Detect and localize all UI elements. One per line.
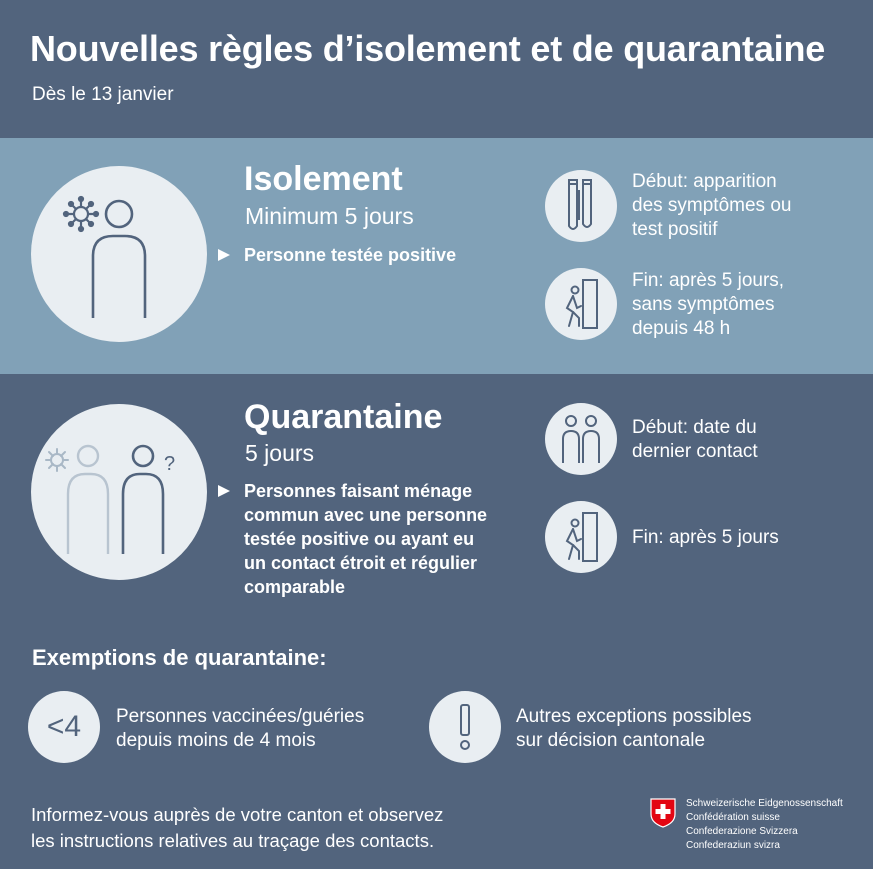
test-tube-circle — [545, 170, 617, 242]
footer-note: Informez-vous auprès de votre canton et observez les instructions relatives au traçage des contacts. — [31, 804, 444, 851]
exemptions-title: Exemptions de quarantaine: — [32, 645, 327, 670]
person-icon — [93, 201, 145, 318]
exit-door-icon — [545, 501, 617, 573]
test-tube-icon — [545, 170, 617, 242]
less-than-four-icon: <4 — [46, 710, 82, 743]
swiss-federation-logo — [650, 798, 676, 828]
exit-door-icon — [545, 268, 617, 340]
federation-names: Schweizerische Eidgenossenschaft Confédération suisse Confederazione Svizzera Confederaziun svizra — [686, 798, 843, 851]
two-persons-circle — [545, 403, 617, 475]
question-mark-icon: ? — [164, 453, 176, 475]
quarantaine-bullet: Personnes faisant ménage commun avec une personne testée positive ou ayant eu un contact étroit et régulier comparable — [244, 481, 488, 597]
person-with-virus-icon — [31, 166, 207, 342]
isolement-title: Isolement — [244, 160, 403, 198]
exemption-cantonal: Autres exceptions possibles sur décision cantonale — [516, 706, 752, 751]
bullet-arrow-icon — [218, 485, 230, 497]
page-title: Nouvelles règles d’isolement et de quarantaine — [30, 28, 826, 69]
less-than-four-circle — [28, 691, 100, 763]
two-persons-icon — [545, 403, 617, 475]
exclamation-circle — [429, 691, 501, 763]
virus-icon — [64, 197, 98, 231]
isolement-end: Fin: après 5 jours, sans symptômes depuis 48 h — [632, 270, 785, 339]
isolement-duration: Minimum 5 jours — [245, 203, 414, 229]
quarantaine-illustration — [31, 404, 207, 580]
exclamation-icon — [429, 691, 501, 763]
swiss-cross-icon — [650, 798, 676, 828]
isolement-start: Début: apparition des symptômes ou test positif — [632, 171, 792, 240]
quarantaine-title: Quarantaine — [244, 398, 443, 436]
quarantaine-duration: 5 jours — [245, 440, 315, 466]
bullet-arrow-icon — [218, 249, 230, 261]
quarantaine-end: Fin: après 5 jours — [632, 527, 779, 548]
exemption-vaccinated: Personnes vaccinées/guéries depuis moins de 4 mois — [116, 706, 365, 751]
page-subtitle: Dès le 13 janvier — [32, 84, 174, 105]
virus-icon — [46, 449, 68, 471]
isolement-illustration — [31, 166, 207, 342]
two-persons-icon — [31, 404, 207, 580]
isolement-bullet: Personne testée positive — [244, 245, 457, 265]
exit-door-circle — [545, 501, 617, 573]
quarantaine-start: Début: date du dernier contact — [632, 417, 758, 462]
exit-door-circle — [545, 268, 617, 340]
